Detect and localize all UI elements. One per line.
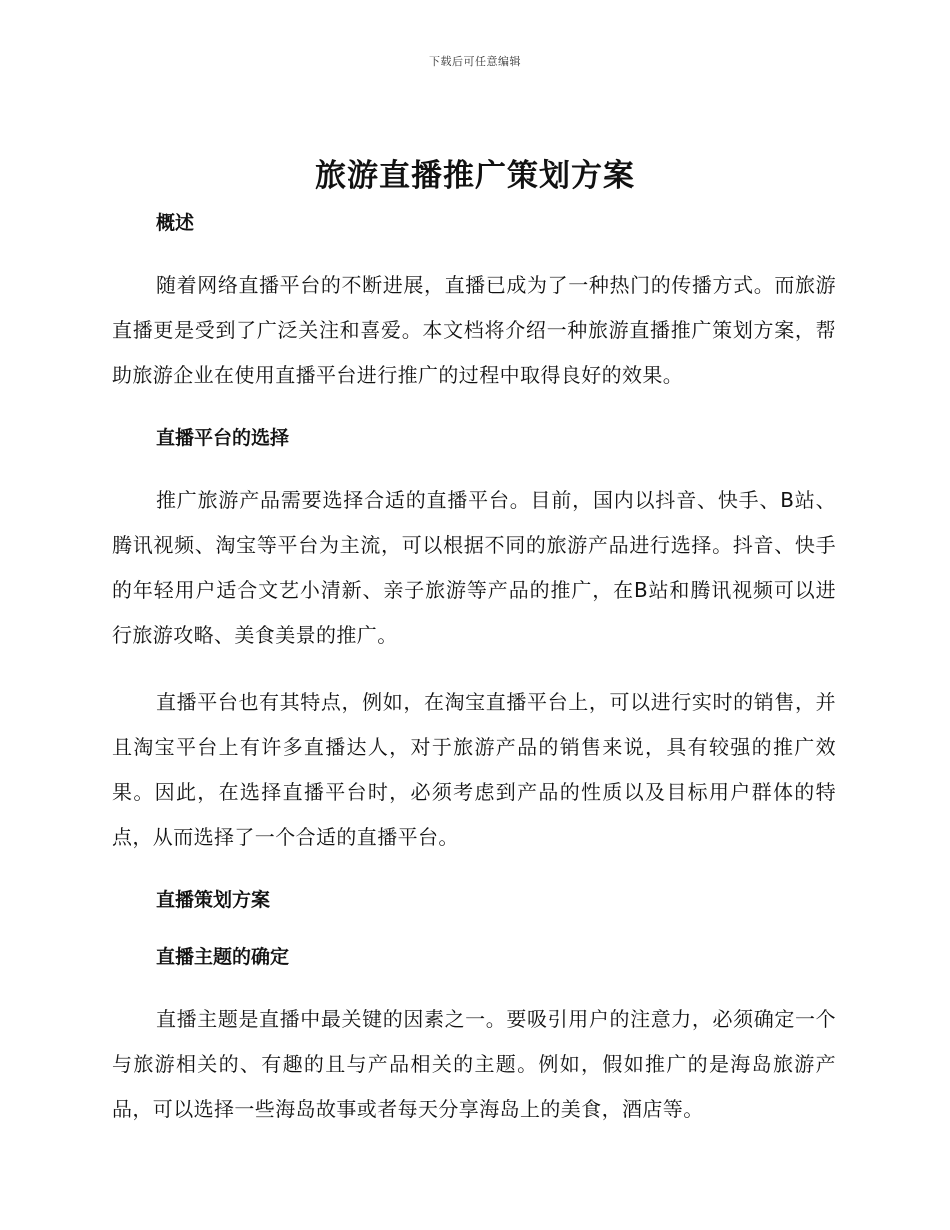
- section-heading-overview: 概述: [156, 212, 195, 234]
- paragraph-platform-1: 推广旅游产品需要选择合适的直播平台。目前，国内以抖音、快手、B站、腾讯视频、淘宝等平台为主流，可以根据不同的旅游产品进行选择。抖音、快手的年轻用户适合文艺小清新、亲子旅游等产品的推广，在B站和腾讯视频可以进行旅游攻略、美食美景的推广。: [112, 488, 836, 647]
- paragraph-theme: 直播主题是直播中最关键的因素之一。要吸引用户的注意力，必须确定一个与旅游相关的、有趣的且与产品相关的主题。例如，假如推广的是海岛旅游产品，可以选择一些海岛故事或者每天分享海岛上的美食，酒店等。: [112, 1007, 836, 1121]
- header-note: 下载后可任意编辑: [429, 55, 521, 68]
- document-title: 旅游直播推广策划方案: [315, 158, 635, 194]
- document-body: [112, 206, 836, 1132]
- paragraph-platform-2: 直播平台也有其特点，例如，在淘宝直播平台上，可以进行实时的销售，并且淘宝平台上有许多直播达人，对于旅游产品的销售来说，具有较强的推广效果。因此，在选择直播平台时，必须考虑到产品的性质以及目标用户群体的特点，从而选择了一个合适的直播平台。: [112, 690, 836, 849]
- section-heading-plan: 直播策划方案: [156, 889, 271, 911]
- section-heading-theme: 直播主题的确定: [156, 946, 290, 968]
- paragraph-overview: 随着网络直播平台的不断进展，直播已成为了一种热门的传播方式。而旅游直播更是受到了广泛关注和喜爱。本文档将介绍一种旅游直播推广策划方案，帮助旅游企业在使用直播平台进行推广的过程中取得良好的效果。: [112, 273, 836, 387]
- section-heading-platform: 直播平台的选择: [156, 427, 290, 449]
